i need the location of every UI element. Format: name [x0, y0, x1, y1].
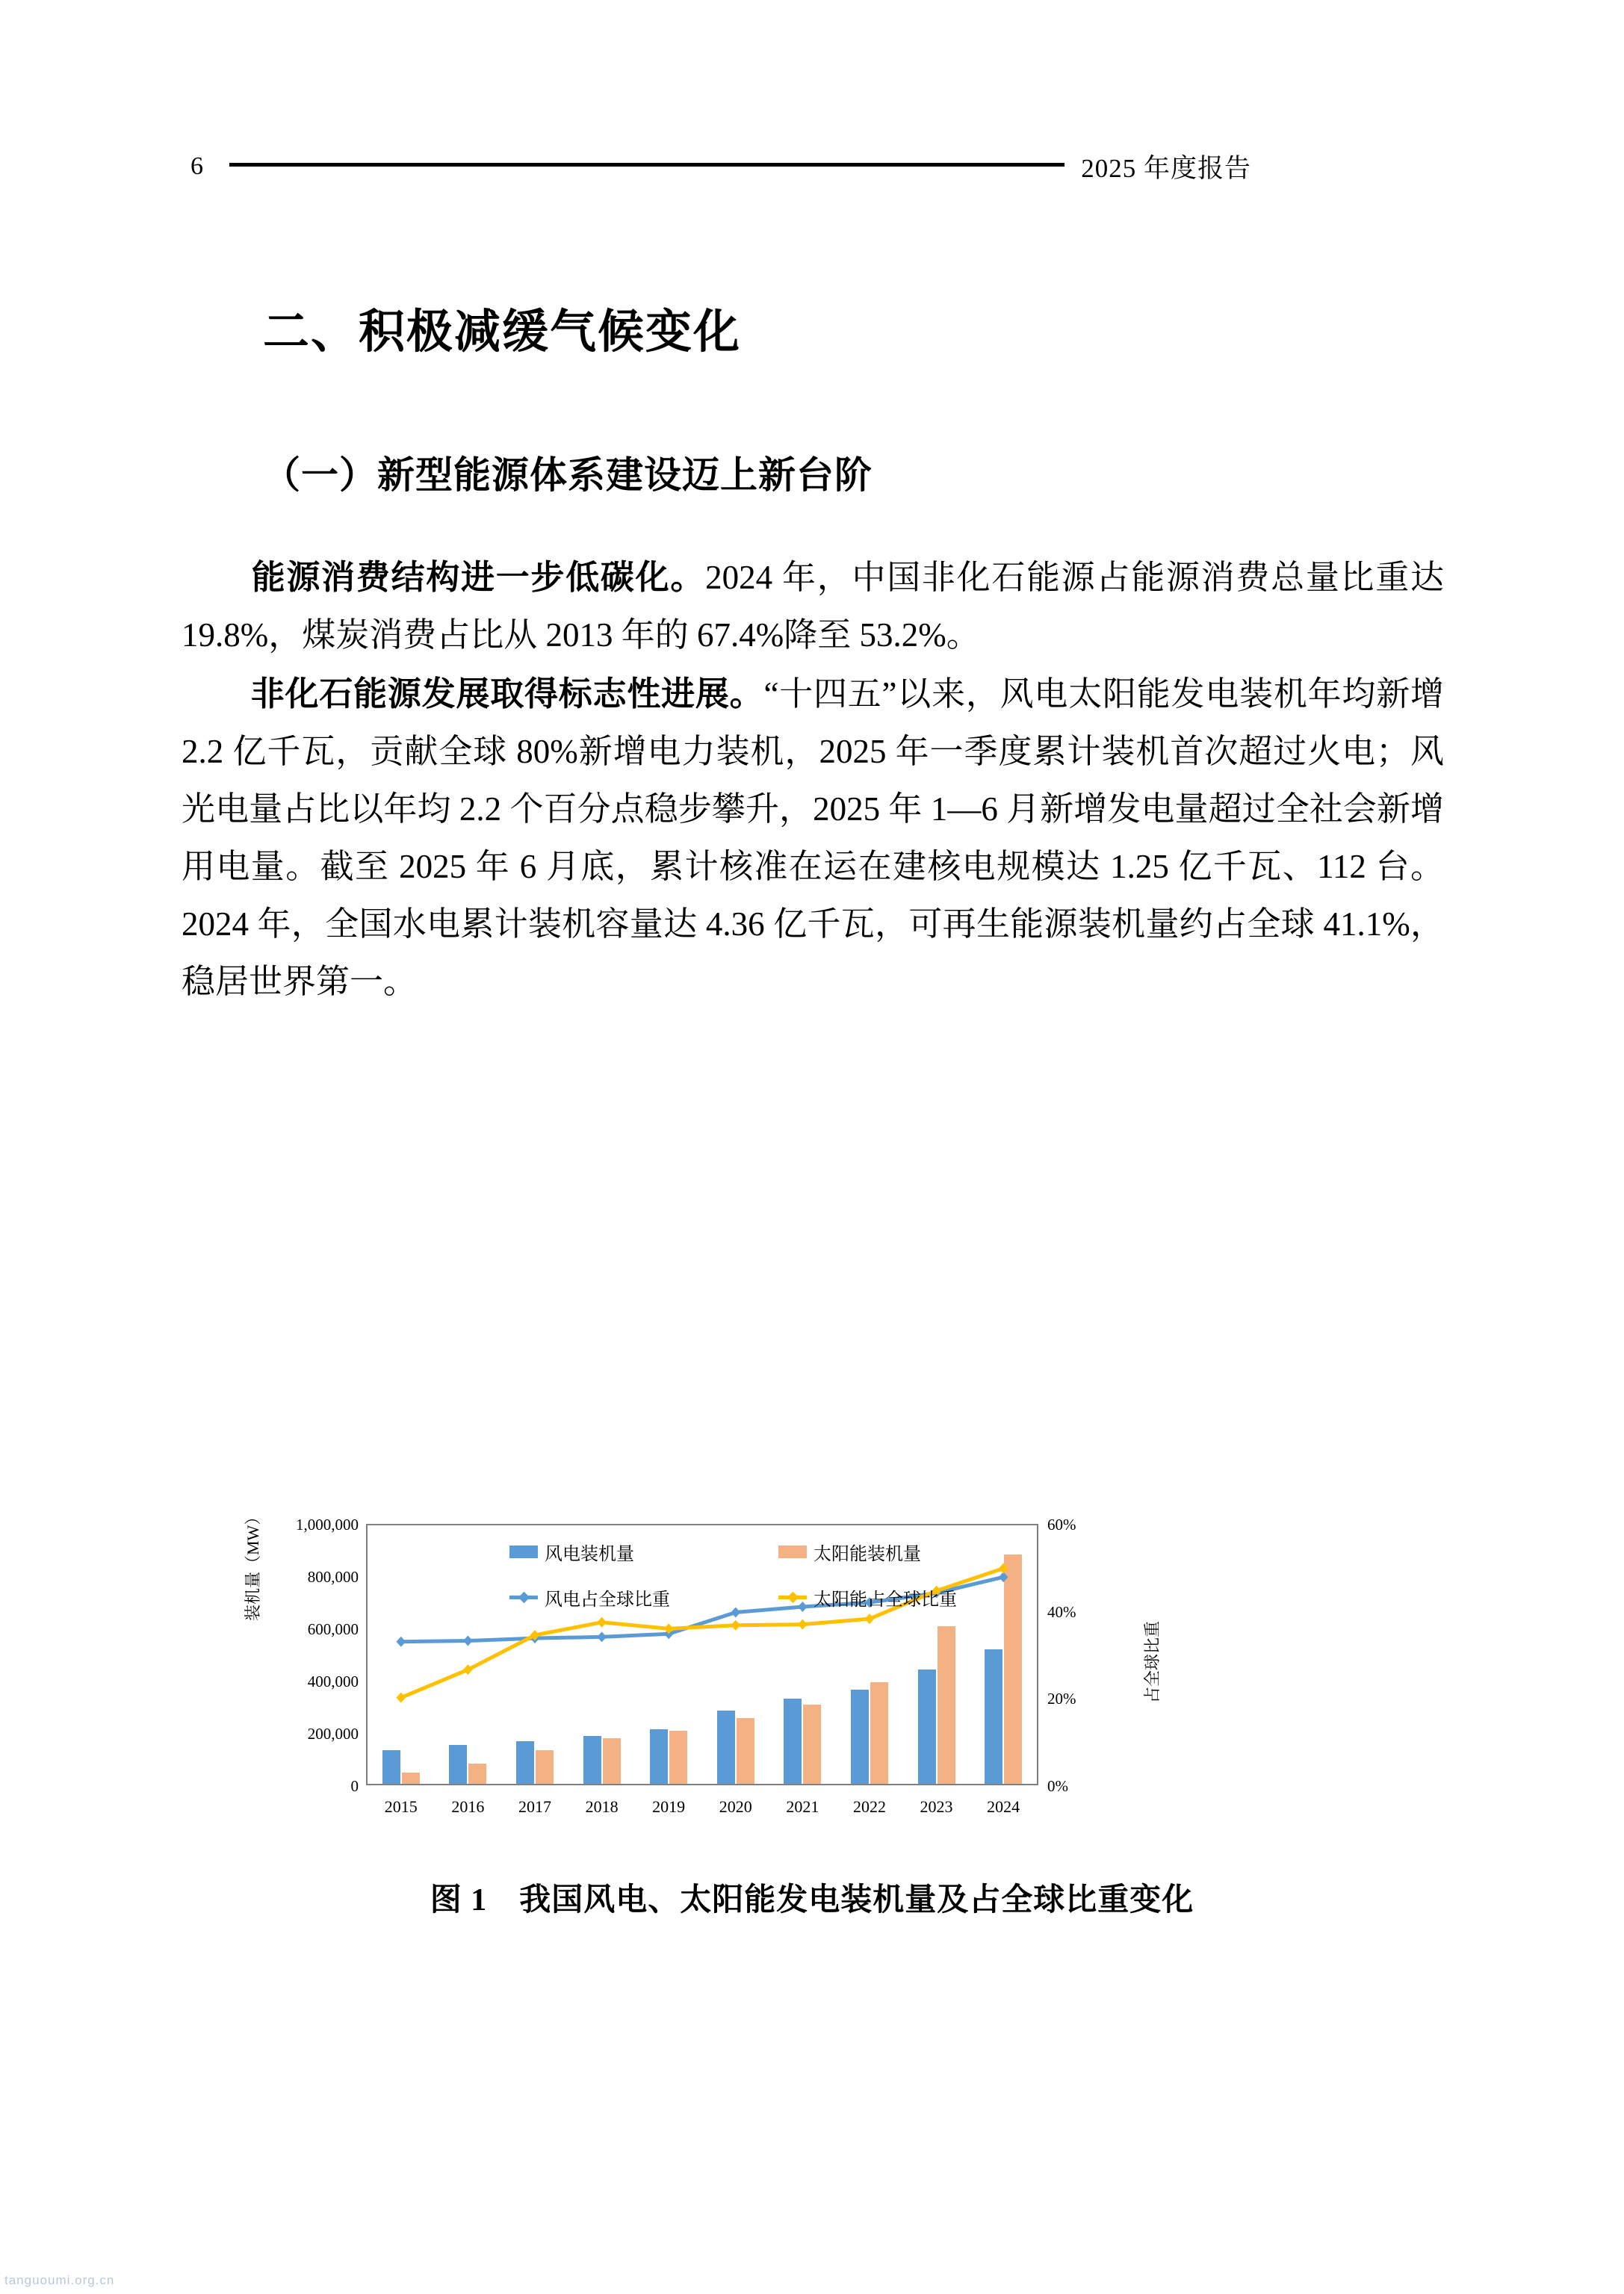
- paragraph-2: [182, 666, 1444, 1011]
- x-tick-label: 2024: [987, 1797, 1020, 1816]
- line-marker: [798, 1619, 808, 1630]
- legend-swatch-line-blue-icon: [509, 1591, 538, 1604]
- chart-legend: [509, 1539, 1032, 1611]
- legend-swatch-bar-blue-icon: [509, 1546, 538, 1558]
- header-rule: [229, 163, 1064, 167]
- line-marker: [396, 1637, 406, 1647]
- line-marker: [865, 1613, 875, 1624]
- x-tick-label: 2020: [719, 1797, 752, 1816]
- y-tick-left: 400,000: [307, 1673, 359, 1690]
- chart: [244, 1508, 1162, 1830]
- y-tick-left: 800,000: [307, 1568, 359, 1586]
- x-tick-label: 2017: [518, 1797, 551, 1816]
- x-tick-label: 2021: [786, 1797, 819, 1816]
- x-tick-label: 2018: [585, 1797, 619, 1816]
- legend-item-wind-share: [509, 1584, 763, 1611]
- legend-label-solar-share: 太阳能占全球比重: [813, 1590, 957, 1610]
- header-title: 2025 年度报告: [1081, 154, 1251, 183]
- line-marker: [463, 1636, 473, 1646]
- x-tick-label: 2019: [652, 1797, 686, 1816]
- y-tick-right: 60%: [1047, 1516, 1076, 1534]
- paragraph-1-lead: 能源消费结构进一步低碳化。: [250, 559, 706, 596]
- legend-item-wind-capacity: [509, 1539, 763, 1565]
- page-number: 6: [190, 152, 203, 180]
- figure-chart: [244, 1508, 1162, 1830]
- legend-label-wind-share: 风电占全球比重: [545, 1590, 670, 1610]
- y-tick-right: 0%: [1047, 1777, 1068, 1795]
- y-tick-left: 1,000,000: [296, 1516, 359, 1534]
- running-header: [190, 148, 1251, 185]
- legend-item-solar-share: [778, 1584, 1032, 1611]
- paragraph-1-text: 2024 年，中国非化石能源占能源消费总量比重达 19.8%，煤炭消费占比从 2013 年的 67.4%降至 53.2%。: [182, 559, 1444, 654]
- legend-label-solar-capacity: 太阳能装机量: [813, 1545, 921, 1564]
- y-tick-right: 40%: [1047, 1602, 1076, 1621]
- y-axis-left-label: 装机量（MW）: [244, 1508, 262, 1621]
- legend-item-solar-capacity: [778, 1539, 1032, 1565]
- line-marker: [597, 1631, 607, 1642]
- legend-swatch-line-yellow-icon: [778, 1591, 807, 1604]
- y-tick-right: 20%: [1047, 1690, 1076, 1708]
- paragraph-1: [182, 549, 1444, 664]
- paragraph-2-lead: 非化石能源发展取得标志性进展。: [250, 675, 764, 713]
- x-tick-label: 2015: [384, 1797, 418, 1816]
- subsection-heading: （一）新型能源体系建设迈上新台阶: [263, 454, 873, 496]
- x-tick-label: 2016: [451, 1797, 485, 1816]
- legend-label-wind-capacity: 风电装机量: [545, 1545, 634, 1564]
- line-marker: [597, 1617, 607, 1628]
- line-marker: [396, 1693, 406, 1703]
- x-tick-label: 2023: [920, 1797, 953, 1816]
- plot-area: [366, 1524, 1038, 1816]
- y-tick-left: 200,000: [307, 1725, 359, 1743]
- figure-caption: 图 1 我国风电、太阳能发电装机量及占全球比重变化: [430, 1883, 1194, 1918]
- legend-swatch-bar-orange-icon: [778, 1546, 807, 1558]
- paragraph-2-text: “十四五”以来，风电太阳能发电装机年均新增 2.2 亿千瓦，贡献全球 80%新增电力装机，2025 年一季度累计装机首次超过火电；风光电量占比以年均 2.2 个百分点稳步攀升，2025 年 1—6 月新增发电量超过全社会新增用电量。截至 2025 年 6 月底，累计核准在运在建核电规模达 1.25 亿千瓦、112 台。2024 年，全国水电累计装机容量达 4.36 亿千瓦，可再生能源装机量约占全球 41.1%，稳居世界第一。: [182, 675, 1444, 1000]
- y-axis-right-label: 占全球比重: [1143, 1621, 1162, 1704]
- watermark: tanguoumi.org.cn: [4, 2273, 115, 2287]
- y-tick-left: 0: [350, 1777, 359, 1795]
- body-text: [182, 549, 1444, 1012]
- section-heading: 二、积极减缓气候变化: [263, 307, 742, 358]
- x-tick-label: 2022: [852, 1797, 886, 1816]
- y-tick-left: 600,000: [307, 1620, 359, 1638]
- line-marker: [731, 1620, 740, 1631]
